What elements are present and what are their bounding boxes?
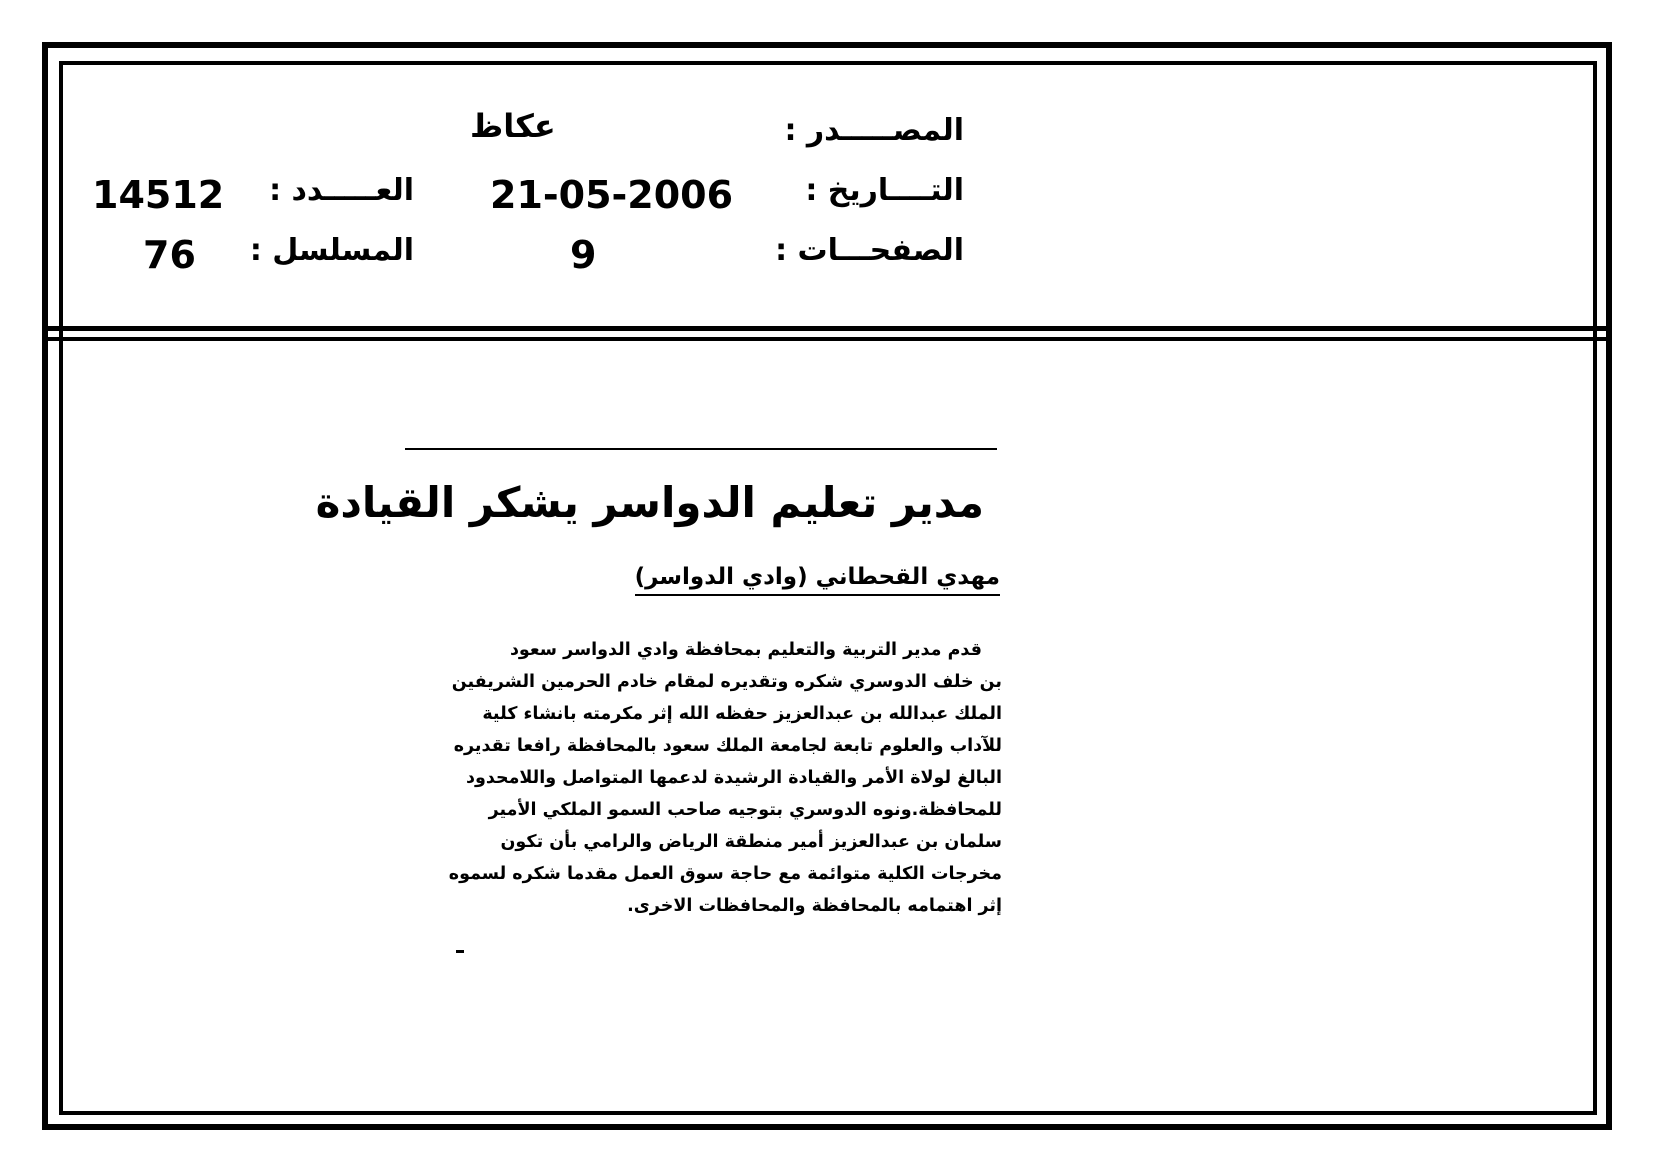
pages-label: الصفحـــات : <box>775 233 964 268</box>
issue-value: 14512 <box>92 173 225 217</box>
article-headline: مدير تعليم الدواسر يشكر القيادة <box>315 478 984 527</box>
article-clipping <box>315 442 1002 962</box>
article-line: بن خلف الدوسري شكره وتقديره لمقام خادم الحرمين الشريفين <box>451 672 1002 692</box>
pages-value: 9 <box>570 233 597 277</box>
source-label: المصـــــدر : <box>784 113 964 148</box>
issue-label: العـــــدد : <box>269 173 414 208</box>
article-line: للآداب والعلوم تابعة لجامعة الملك سعود بالمحافظة رافعا تقديره <box>453 736 1002 756</box>
serial-label: المسلسل : <box>249 233 414 268</box>
article-line: البالغ لولاة الأمر والقيادة الرشيدة لدعمها المتواصل واللامحدود <box>465 768 1002 788</box>
article-line: الملك عبدالله بن عبدالعزيز حفظه الله إثر مكرمته بانشاء كلية <box>482 704 1002 724</box>
article-line: سلمان بن عبدالعزيز أمير منطقة الرياض والرامي بأن تكون <box>500 832 1002 852</box>
date-label: التــــاريخ : <box>805 173 964 208</box>
article-body <box>432 634 1002 922</box>
article-byline: مهدي القحطاني (وادي الدواسر) <box>635 564 1000 596</box>
article-line: إثر اهتمامه بالمحافظة والمحافظات الاخرى. <box>627 896 1002 916</box>
article-line: مخرجات الكلية متوائمة مع حاجة سوق العمل مقدما شكره لسموه <box>448 864 1002 884</box>
article-line: قدم مدير التربية والتعليم بمحافظة وادي الدواسر سعود <box>509 640 982 660</box>
date-value: 21-05-2006 <box>490 173 734 217</box>
scan-mark <box>456 950 464 953</box>
article-line: للمحافظة.ونوه الدوسري بتوجيه صاحب السمو الملكي الأمير <box>488 800 1002 820</box>
clipping-top-rule <box>405 448 997 450</box>
source-value: عكاظ <box>470 107 556 145</box>
header-divider <box>46 326 1608 341</box>
serial-value: 76 <box>143 233 196 277</box>
